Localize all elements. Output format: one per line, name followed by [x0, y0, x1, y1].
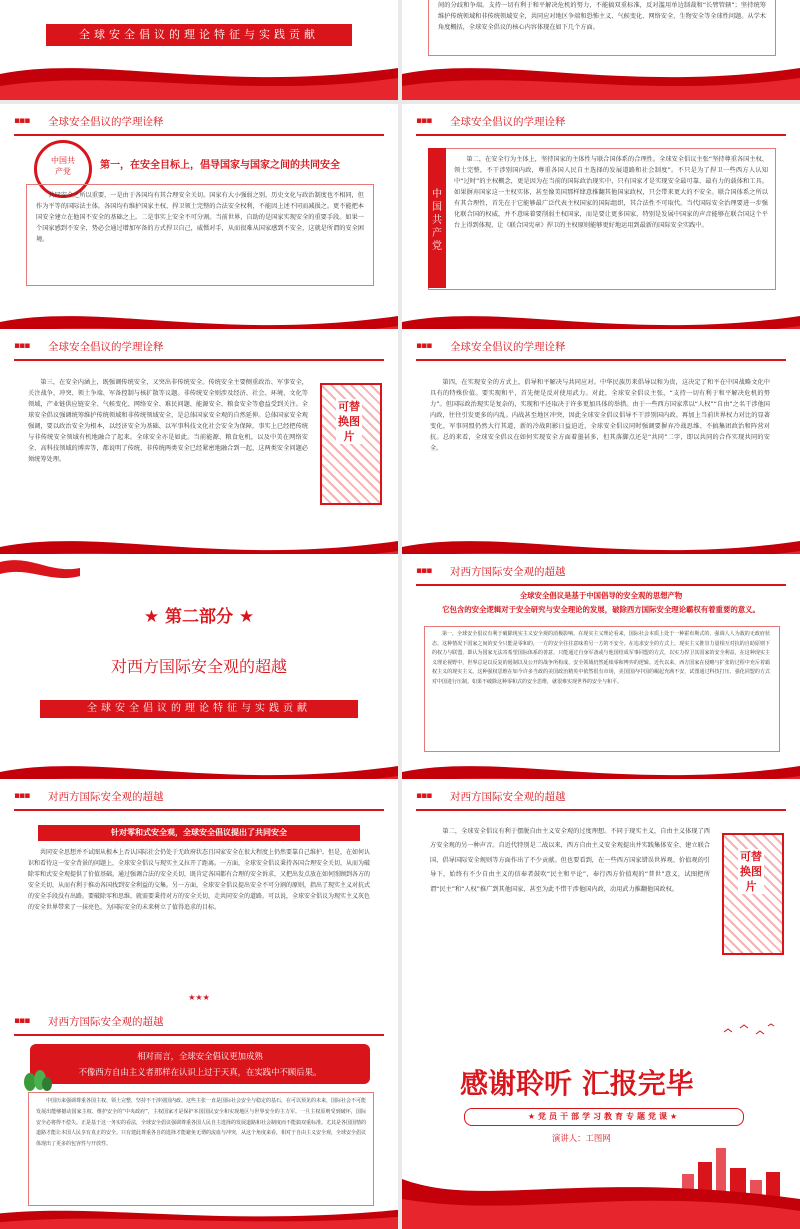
- seal-text: 中国共产党: [51, 156, 75, 176]
- slide-9: [0, 779, 398, 1023]
- star-divider: ★★★: [188, 993, 210, 1002]
- image-placeholder[interactable]: [320, 383, 382, 505]
- part-title: 对西方国际安全观的超越: [110, 657, 287, 676]
- lead-text: 针对零和式安全观，全球安全倡议提出了共同安全: [111, 828, 287, 837]
- header-title: 全球安全倡议的学理诠释: [450, 116, 566, 128]
- header-dots-icon: ▪▪▪: [416, 791, 432, 801]
- banner-text: 全球安全倡议的理论特征与实践贡献: [87, 703, 311, 714]
- slide-12: [402, 1004, 800, 1229]
- red-wave-decoration: [0, 1203, 398, 1229]
- closing-subtitle: ★党员干部学习教育专题党课★: [527, 1112, 681, 1121]
- lead-panel: [30, 1044, 370, 1084]
- slide-header: [416, 562, 786, 586]
- red-wave-decoration: [0, 54, 398, 100]
- header-dots-icon: ▪▪▪: [14, 1016, 30, 1026]
- body-text: 第四，在实现安全的方式上，倡导和平解决与共同应对。中华民族历来倡导以和为贵，这决定了和平在中国战略文化中具有的特殊价值。要实现和平，首先便是反对使用武力。对此，全球安全倡议主张，“支持一切有利于和平解决危机的努力”。但国际政治现实是复杂的，实现和平还取决于许多更加具体的举措。由于一些西方国家常以“人权”“自由”之名干涉他国内政，往往引发更多的内乱。内战甚至地区冲突，因此全球安全倡议倡导不干涉别国内政。再加上当前世界权力对比的显著变化，军事同盟仍然大行其道，新的冷战阴影日益迫近，全球安全倡议同时强调要摒弃冷战思维、不搞集团政治和阵营对抗。总的来看，全球安全倡议在如何实现安全方面着墨甚多，但其落脚点还是“共同”二字，即以共同的合作实现共同的安全。: [430, 379, 770, 452]
- header-dots-icon: ▪▪▪: [14, 116, 30, 126]
- slide-11: [0, 1004, 398, 1229]
- vertical-label-text: 中国共产党: [432, 189, 442, 252]
- section-heading: 第一，在安全目标上，倡导国家与国家之间的共同安全: [100, 160, 340, 171]
- slide-header: [416, 787, 786, 811]
- red-wave-decoration: [402, 54, 800, 100]
- slide-8: [402, 554, 800, 798]
- body-text: 共同安全之所以重要，一是由于各国均有其合理安全关切。国家有大小强弱之别，历史文化与政治制度也不相同，但作为平等的国际法主体，各国均有维护国家主权、捍卫领土完整的合法安全权利，不能因上述不同而减损之。更不能把本国安全建立在他国不安全的基础之上。二是事实上安全不可分割。当前世界，自助的是国家实现安全的重要手段。如果一个国家感到不安全，势必会通过增加军备的方式捍卫自己，威慑对手，从而很难从国家感到不安全，这就是所谓的安全困境。: [36, 192, 364, 243]
- slide-4: [402, 104, 800, 348]
- subtitle-banner: [46, 24, 352, 46]
- slide-7: [0, 554, 398, 798]
- header-dots-icon: ▪▪▪: [416, 341, 432, 351]
- slide-header: [14, 1012, 384, 1036]
- header-title: 对西方国际安全观的超越: [48, 1016, 164, 1028]
- slide-header: [416, 337, 786, 361]
- lead-line-2: 它包含的安全逻辑对于安全研究与安全理论的发展，破除西方国际安全理论霸权有着重要的意义。: [442, 605, 760, 614]
- slide-header: [14, 337, 384, 361]
- body-text: 第二，在安全行为主体上，坚持国家的主体性与联合国体系的合理性。全球安全倡议主张“坚持尊重各国主权、领土完整，不干涉别国内政，尊重各国人民自主选择的发展道路和社会制度”。不只是为了捍卫一些西方人认知中“过时”的主权概念，更是因为在当前的国际政治现实中，只有国家才是实现安全最可靠、最有力的载体和工具。如果摒弃国家这一主权实体，甚至像美国那样肆意推翻其他国家政权，只会带来更大的不安全。联合国体系之所以有其合理性，首先在于它能够最广泛代表主权国家的国际组织，其合法性不可取代。当代国际安全治理要进一步强化联合国的权威，并不意味着要削弱主权国家，而是要让更多国家，特别是发展中国家的声音能够在联合国这个平台上得到体现，让《联合国宪章》捍卫的主权原则能够更好地运用到最新的国际安全实践中。: [454, 156, 768, 229]
- closing-subtitle-bar: [464, 1108, 744, 1126]
- lead-line-2: 不像西方自由主义者那样在认识上过于天真，在实践中不顾后果。: [78, 1067, 322, 1077]
- slide-6: [402, 329, 800, 573]
- slide-2: [402, 0, 800, 100]
- slide-header: [416, 112, 786, 136]
- slide-header: [14, 112, 384, 136]
- header-title: 对西方国际安全观的超越: [48, 791, 164, 803]
- body-text: 第一，全球安全倡议有利于破除现实主义安全观的消极影响。在现实主义理论看来，国际社会本质上处于一种霍布斯式的、强调人人为敌的无政府状态。这种情况下国家之间的安全只能是零和的，一方的安全往往意味着另一方的不安全。在追求安全的方式上，现实主义推崇力量相互对抗的自助原则下的权力与联盟，即认为国家无法寄希望国际体系的善意，只能通过自身军备或与他国结成军事同盟的方式，以实力捍卫其国家的安全利益，在这种现实主义理论视野中，世界总是以反复的遏制以及公开的战争所构成，安全领域仍然延续零和博弈的逻辑。近代以来，西方国家在侵略与扩张的过程中充斥着霸权主义的现实主义。这种强权思维在如今许多当政的美国政治精英中依然很有市场，美国国内中国的崛起充满不安，试图通过科技打压、强化同盟的方式对中国进行压制。如果不破除这种零和式的安全思维，就很难实现世界的安全与和平。: [432, 631, 770, 685]
- placeholder-label: 可替换图片: [740, 850, 762, 893]
- header-title: 对西方国际安全观的超越: [450, 566, 566, 578]
- slide-1: [0, 0, 398, 100]
- birds-icon: [720, 1022, 780, 1042]
- body-text: 第二，全球安全倡议有利于摆脱自由主义安全观的过度理想。不同于现实主义，自由主义体现了西方安全观的另一种声音。自近代特别是二战以来，西方自由主义安全观提出并实践集体安全、建立联合国、倡导国际安全规则等方面作出了不少贡献。但也要看到，在一些西方国家错误世界观、价值观的引导下，始终有不少自由主义的信奉者鼓吹“民主和平论”，奉行西方价值观的“普世”意义，试图把所谓“民主”和“人权”推广到其他国家，甚至为此不惜干涉他国内政，动用武力推翻他国政权。: [430, 828, 710, 893]
- lead-line-1: 相对而言，全球安全倡议更加成熟: [137, 1051, 263, 1061]
- red-wave-decoration: [402, 1169, 800, 1229]
- body-text: 第三，在安全内涵上，既强调传统安全，又突出非传统安全。传统安全主要侧重政治、军事安全，关注战争、冲突、领土争端、军备控制与核扩散等议题。非传统安全则涉及经济、社会、环境、文化等领域，产业链供应链安全、气候变化、网络安全、难民问题、能源安全、粮食安全等愈益受到关注。全球安全倡议强调统筹维护传统领域和非传统领域安全，是总体国家安全观的自然延伸。总体国家安全观强调，要以政治安全为根本，以经济安全为基础、以军事科技文化社会安全为保障，事实上已经把传统与非传统安全领域有机地融合了起来。全球安全亦是如此。当前能源、粮食危机，以及中美在网络安全、高科技领域的博弈等，都说明了传统、非传统两类安全已经紧密地融合到一起，这两类安全问题必须统筹处理。: [28, 379, 308, 463]
- header-title: 全球安全倡议的学理诠释: [450, 341, 566, 353]
- slide-3: [0, 104, 398, 348]
- lead-banner: [38, 825, 360, 841]
- image-placeholder[interactable]: [722, 833, 784, 955]
- plant-icon: [22, 1068, 52, 1092]
- vertical-label: [428, 148, 446, 288]
- header-title: 对西方国际安全观的超越: [450, 791, 566, 803]
- header-dots-icon: ▪▪▪: [416, 566, 432, 576]
- body-text: 共同安全思想并不试图从根本上否认国际社会仍处于无政府状态且国家安全在很大程度上仍然要靠自己维护。但是，在如何认识和看待这一安全背景的问题上，全球安全倡议与现实主义拉开了距离。一方面，全球安全倡议秉持各国合理安全关切，从而为破除零和式安全观提供了价值基础。通过强调合法的安全关切，既肯定各国都有合理的安全诉求，又把出发点放在如何照顾到各方的安全关切，从而有利于推动各国找到安全利益的交集。另一方面，全球安全倡议提出安全不可分割的原则，指出了现实主义对抗式的安全手段没有出路。要破除零和思维，就需要秉持对方的安全关切，走共同安全的道路。可以说，全球安全倡议为现实主义灰色的安全世界带来了一抹亮色，为国际安全的未来树立了值得追求的目标。: [28, 849, 371, 911]
- placeholder-label: 可替换图片: [338, 400, 360, 443]
- banner-text: 全球安全倡议的理论特征与实践贡献: [79, 28, 319, 41]
- part-label: ★ 第二部分 ★: [143, 607, 255, 627]
- header-dots-icon: ▪▪▪: [14, 341, 30, 351]
- slide-10: [402, 779, 800, 1023]
- header-dots-icon: ▪▪▪: [14, 791, 30, 801]
- body-text: 中国历来强调尊重各国主权、领土完整，坚持不干涉别国内政。这些主张一直是国际社会安全与稳定的基石，在可以预见的未来，国际社会不可能发展出能够撼动国家主权、维护安全的“中央政府”，主权国家才是保护本国国民安全和实现地区与世界安全的主力军。一旦主权原则受到破坏，国际安全必将得不偿失。正是基于这一务实的看法，全球安全倡议强调尊重各国人民自主选择的发展道路和社会制度而不能搞双重标准。尤其是各国国情的道路才能让本国人民享有真正的安全。只有建此尊重各自的选择才能避免无谓的流血与冲突，从这个角度来看，相对于自由主义安全观，全球安全倡议体现出了更多的包容性与开放性。: [36, 1098, 367, 1148]
- slide-header: [14, 787, 384, 811]
- closing-title: 感谢聆听 汇报完毕: [460, 1067, 694, 1100]
- header-dots-icon: ▪▪▪: [416, 116, 432, 126]
- header-title: 全球安全倡议的学理诠释: [48, 116, 164, 128]
- body-text: 间的分歧和争端。支持一切有利于和平解决危机的努力，不能搞双重标准，反对滥用单边制裁和“长臂管辖”；坚持统筹维护传统领域和非传统领域安全，共同应对地区争端和恐怖主义、气候变化、网络安全、生物安全等全球性问题。从学术角度概括，全球安全倡议的核心内容体现在如下几个方面。: [438, 2, 766, 31]
- slide-5: [0, 329, 398, 573]
- subtitle-banner: [40, 700, 358, 718]
- speaker: 演讲人：工图网: [552, 1133, 611, 1143]
- header-title: 全球安全倡议的学理诠释: [48, 341, 164, 353]
- lead-line-1: 全球安全倡议是基于中国倡导的安全观的思想产物: [519, 591, 683, 600]
